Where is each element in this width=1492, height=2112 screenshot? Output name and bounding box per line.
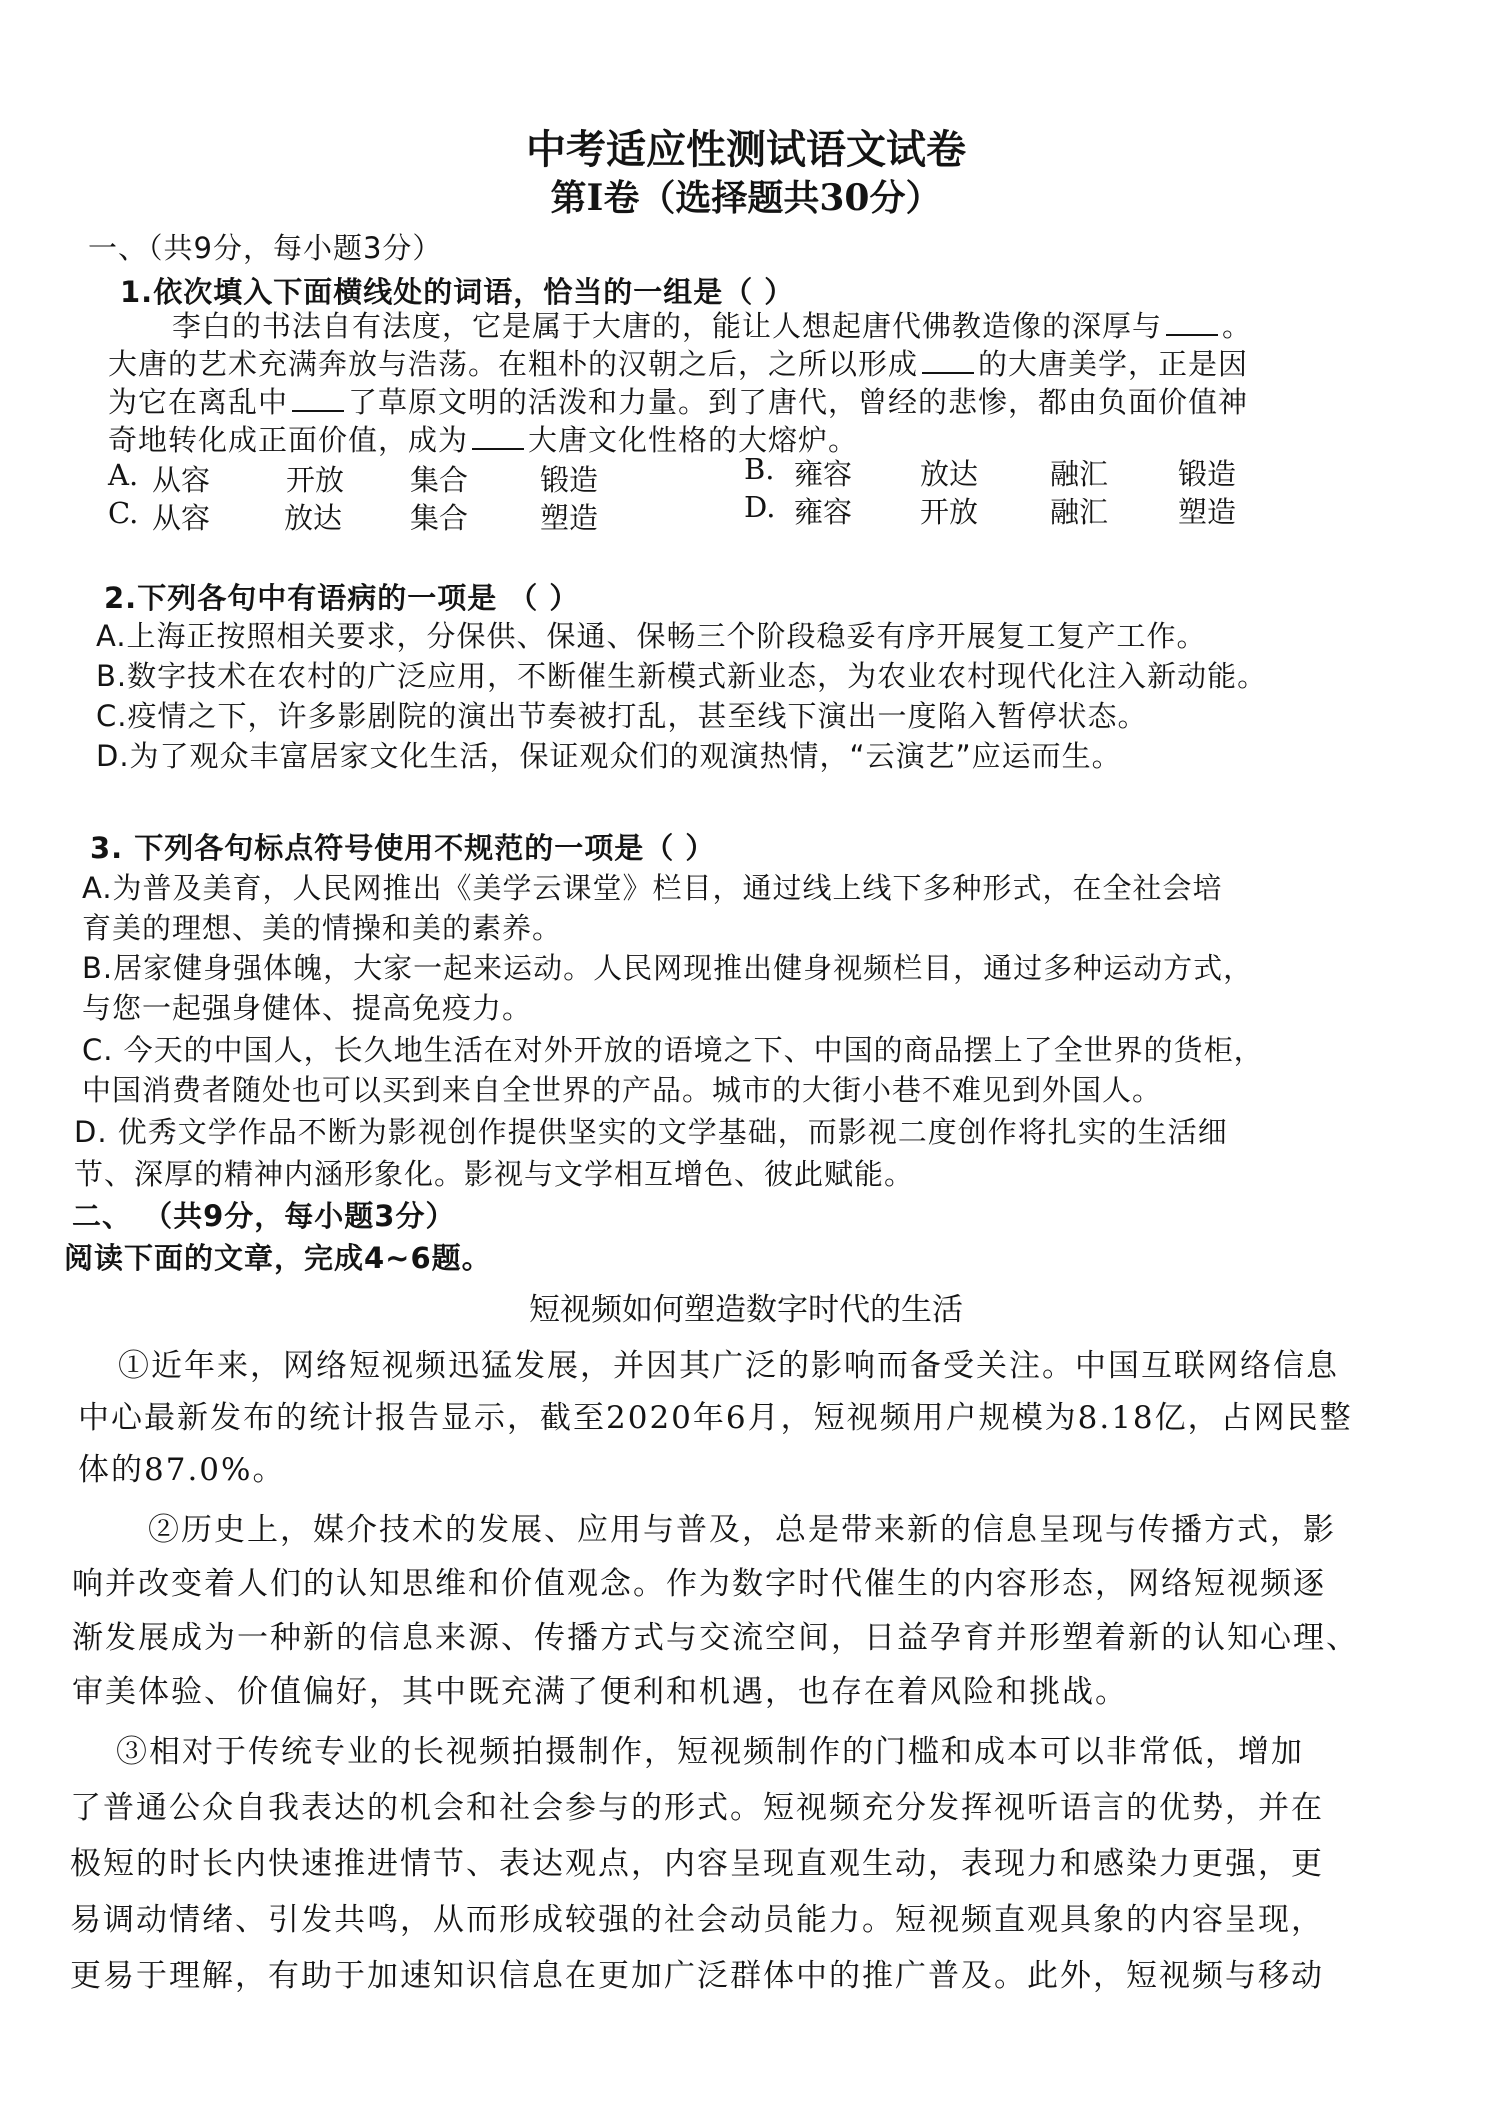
q1-passage-text: 了草原文明的活泼和力量。到了唐代，曾经的悲惨，都由负面价值神: [348, 385, 1249, 419]
option-word: 锻造: [540, 463, 599, 497]
option-word: 雍容: [794, 457, 853, 491]
q1-passage-text: 大唐文化性格的大熔炉。: [528, 423, 859, 457]
article-p1-line: 中心最新发布的统计报告显示，截至2020年6月，短视频用户规模为8.18亿，占网民整: [78, 1400, 1353, 1436]
option-letter: C.: [108, 496, 139, 530]
article-p3-line: ③相对于传统专业的长视频拍摄制作，短视频制作的门槛和成本可以非常低，增加: [116, 1734, 1304, 1770]
option-word: 锻造: [1178, 457, 1237, 491]
section1-heading: 一、（共9分，每小题3分）: [88, 231, 443, 265]
q1-option-a: [108, 458, 599, 497]
answer-blank: [922, 348, 974, 374]
article-p2-line: ②历史上，媒介技术的发展、应用与普及，总是带来新的信息呈现与传播方式，影: [148, 1512, 1336, 1548]
option-letter: B.: [744, 452, 775, 486]
q1-passage-line1: [172, 304, 1252, 345]
article-p3-line: 极短的时长内快速推进情节、表达观点，内容呈现直观生动，表现力和感染力更强，更: [70, 1846, 1324, 1882]
q1-passage-line2: [108, 342, 1248, 383]
option-word: 开放: [286, 463, 345, 497]
q2-option-a: A.上海正按照相关要求，分保供、保通、保畅三个阶段稳妥有序开展复工复产工作。: [96, 619, 1207, 653]
article-p1-line: 体的87.0%。: [78, 1452, 286, 1488]
article-p2-line: 审美体验、价值偏好，其中既充满了便利和机遇，也存在着风险和挑战。: [72, 1674, 1128, 1710]
q1-stem: 1.依次填入下面横线处的词语，恰当的一组是（ ）: [120, 275, 795, 309]
option-word: 雍容: [794, 495, 853, 529]
q2-option-d: D.为了观众丰富居家文化生活，保证观众们的观演热情，“云演艺”应运而生。: [96, 739, 1122, 773]
q3-option-a-line2: 育美的理想、美的情操和美的素养。: [82, 911, 563, 945]
option-word: 融汇: [1050, 457, 1109, 491]
option-word: 从容: [152, 501, 211, 535]
q1-option-c: [108, 496, 599, 535]
q1-passage-text: 大唐的艺术充满奔放与浩荡。在粗朴的汉朝之后，之所以形成: [108, 347, 919, 381]
option-word: 融汇: [1050, 495, 1109, 529]
option-word: 开放: [920, 495, 979, 529]
q3-option-c-line1: C. 今天的中国人，长久地生活在对外开放的语境之下、中国的商品摆上了全世界的货柜，: [82, 1033, 1264, 1067]
answer-blank: [1166, 310, 1218, 336]
q1-passage-text: 奇地转化成正面价值，成为: [108, 423, 469, 457]
q3-stem: 3. 下列各句标点符号使用不规范的一项是（ ）: [90, 831, 716, 865]
option-word: 塑造: [540, 501, 599, 535]
answer-blank: [472, 424, 524, 450]
q1-passage-text: 。: [1222, 309, 1253, 343]
q2-stem: 2.下列各句中有语病的一项是 （ ）: [104, 581, 580, 615]
section2-heading: 二、 （共9分，每小题3分）: [72, 1199, 456, 1233]
q1-passage-text: 李白的书法自有法度，它是属于大唐的，能让人想起唐代佛教造像的深厚与: [172, 309, 1163, 343]
q2-option-b: B.数字技术在农村的广泛应用，不断催生新模式新业态，为农业农村现代化注入新动能。: [96, 659, 1268, 693]
q2-option-c: C.疫情之下，许多影剧院的演出节奏被打乱，甚至线下演出一度陷入暂停状态。: [96, 699, 1148, 733]
q3-option-b-line1: B.居家健身强体魄，大家一起来运动。人民网现推出健身视频栏目，通过多种运动方式，: [82, 951, 1254, 985]
option-word: 放达: [284, 501, 343, 535]
article-p3-line: 了普通公众自我表达的机会和社会参与的形式。短视频充分发挥视听语言的优势，并在: [70, 1790, 1324, 1826]
option-word: 集合: [410, 463, 469, 497]
article-p3-line: 更易于理解，有助于加速知识信息在更加广泛群体中的推广普及。此外，短视频与移动: [70, 1958, 1324, 1994]
article-p2-line: 响并改变着人们的认知思维和价值观念。作为数字时代催生的内容形态，网络短视频逐: [72, 1566, 1326, 1602]
option-word: 塑造: [1178, 495, 1237, 529]
q1-passage-line3: [108, 380, 1248, 421]
option-letter: A.: [108, 458, 139, 492]
q3-option-b-line2: 与您一起强身健体、提高免疫力。: [82, 991, 533, 1025]
exam-subtitle: 第Ⅰ卷（选择题共30分）: [550, 177, 942, 219]
q1-passage-text: 的大唐美学，正是因: [978, 347, 1249, 381]
q3-option-c-line2: 中国消费者随处也可以买到来自全世界的产品。城市的大街小巷不难见到外国人。: [82, 1073, 1163, 1107]
option-word: 放达: [920, 457, 979, 491]
article-p2-line: 渐发展成为一种新的信息来源、传播方式与交流空间，日益孕育并形塑着新的认知心理、: [72, 1620, 1359, 1656]
option-word: 从容: [152, 463, 211, 497]
q1-option-b: [744, 452, 1237, 491]
q1-passage-text: 为它在离乱中: [108, 385, 289, 419]
q3-option-a-line1: A.为普及美育，人民网推出《美学云课堂》栏目，通过线上线下多种形式，在全社会培: [82, 871, 1223, 905]
exam-title: 中考适应性测试语文试卷: [526, 126, 966, 173]
section2-instruction: 阅读下面的文章，完成4~6题。: [64, 1241, 492, 1275]
option-word: 集合: [410, 501, 469, 535]
article-p1-line: ①近年来，网络短视频迅猛发展，并因其广泛的影响而备受关注。中国互联网络信息: [118, 1348, 1339, 1384]
q3-option-d-line1: D. 优秀文学作品不断为影视创作提供坚实的文学基础，而影视二度创作将扎实的生活细: [74, 1115, 1228, 1149]
q1-option-d: [744, 490, 1237, 529]
option-letter: D.: [744, 490, 776, 524]
article-p3-line: 易调动情绪、引发共鸣，从而形成较强的社会动员能力。短视频直观具象的内容呈现，: [70, 1902, 1324, 1938]
article-title: 短视频如何塑造数字时代的生活: [529, 1292, 963, 1328]
answer-blank: [292, 386, 344, 412]
q3-option-d-line2: 节、深厚的精神内涵形象化。影视与文学相互增色、彼此赋能。: [74, 1157, 915, 1191]
